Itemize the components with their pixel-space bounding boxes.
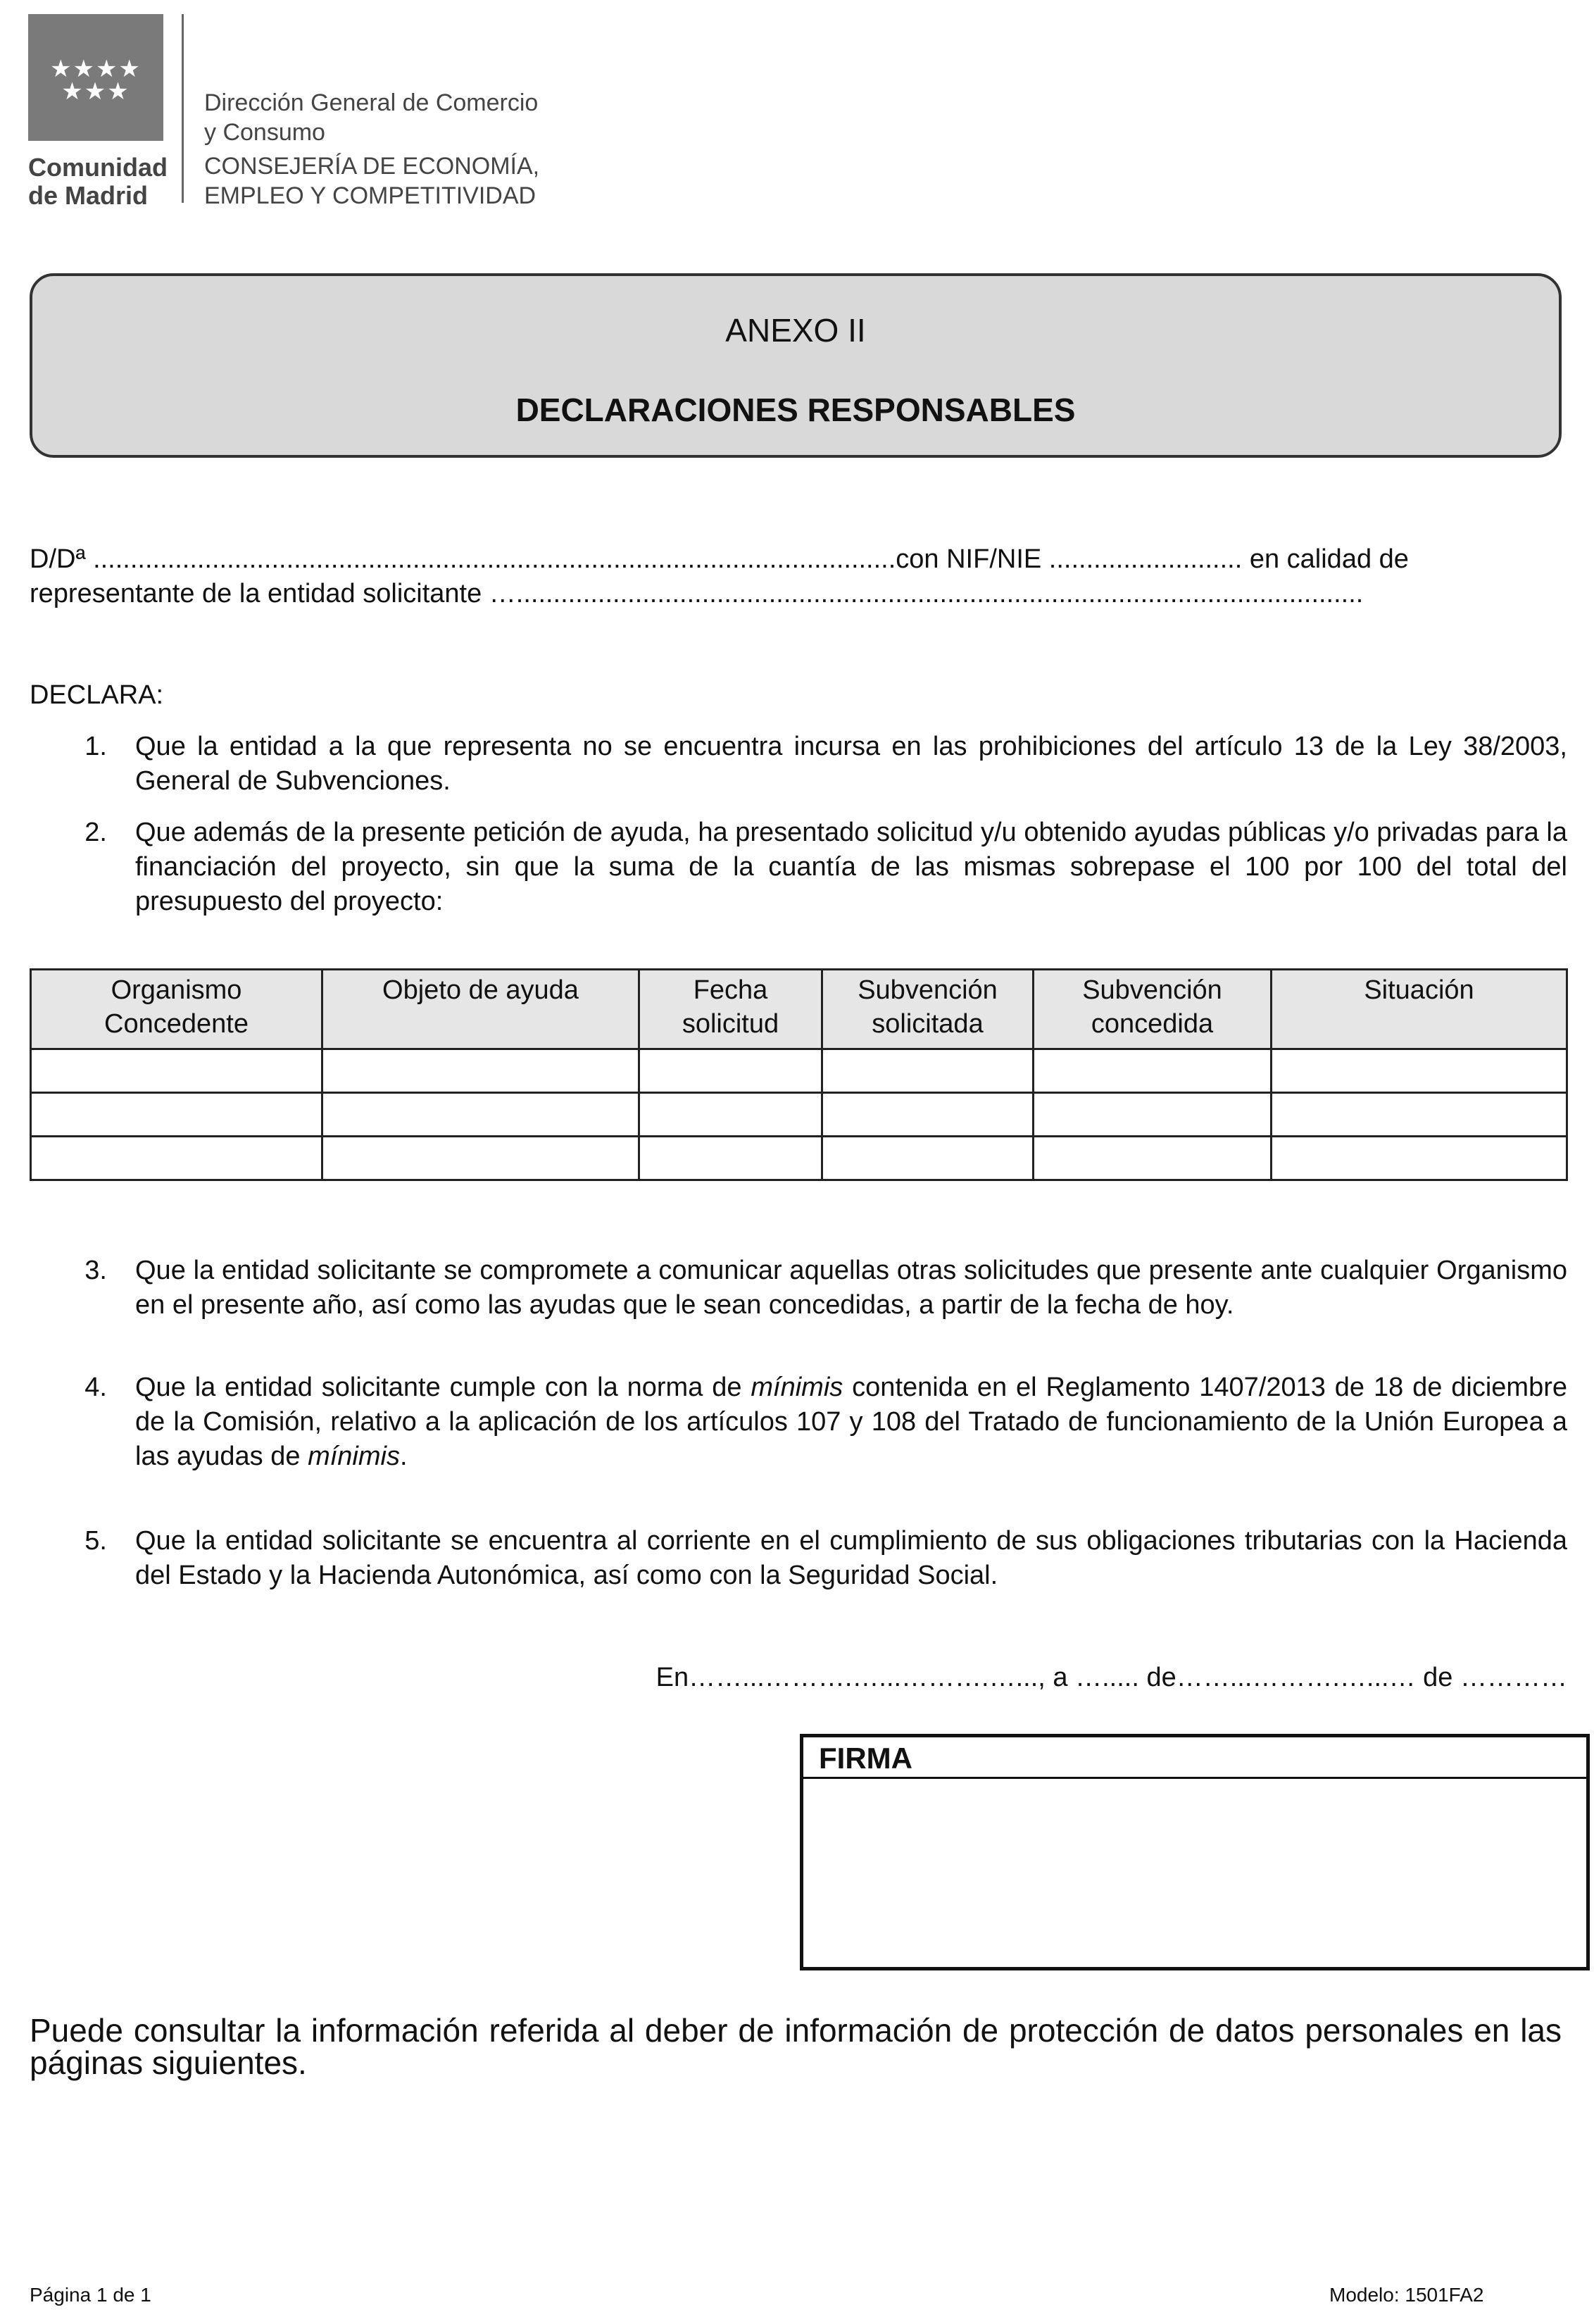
table-cell[interactable]: [1272, 1093, 1567, 1137]
minimis-term: mínimis: [751, 1373, 843, 1402]
header-divider: [182, 14, 184, 203]
aid-table-header-row: [31, 970, 1567, 1049]
col-header-fecha: Fecha solicitud: [639, 970, 822, 1049]
declaration-5-text: Que la entidad solicitante se encuentra al corriente en el cumplimiento de sus obligaciones tributarias con la Hacienda del Estado y la Hacienda Autonómica, así como con la Seguridad Social.: [135, 1526, 1567, 1590]
table-row: [31, 1049, 1567, 1093]
table-cell[interactable]: [322, 1093, 639, 1137]
department-line1: Dirección General de Comercio: [204, 89, 539, 116]
minimis-term: mínimis: [308, 1442, 400, 1471]
department-line3: CONSEJERÍA DE ECONOMÍA,: [204, 153, 540, 180]
declaration-2-text: Que además de la presente petición de ayuda, ha presentado solicitud y/u obtenido ayudas públicas y/o privadas para la financiación del proyecto, sin que la suma de la cuantía de las mismas sobrepase el 100 por 100 del total del presupuesto del proyecto:: [135, 818, 1567, 916]
table-cell[interactable]: [639, 1049, 822, 1093]
department-line4: EMPLEO Y COMPETITIVIDAD: [204, 182, 536, 209]
declaration-5-number: 5.: [84, 1526, 107, 1556]
declaration-3-number: 3.: [84, 1256, 107, 1285]
logo-name-line2: de Madrid: [28, 181, 149, 210]
table-cell[interactable]: [1272, 1137, 1567, 1180]
table-cell[interactable]: [31, 1049, 322, 1093]
col-header-subvencion-concedida: Subvención concedida: [1034, 970, 1272, 1049]
logo-name: [28, 154, 168, 210]
declaration-1-text: Que la entidad a la que representa no se encuentra incursa en las prohibiciones del artículo 13 de la Ley 38/2003, General de Subvenciones.: [135, 732, 1567, 796]
col-header-organismo: Organismo Concedente: [31, 970, 322, 1049]
table-cell[interactable]: [822, 1137, 1034, 1180]
aid-table: [30, 968, 1568, 1181]
title-box: [30, 273, 1562, 458]
data-protection-notice: Puede consultar la información referida al deber de información de protección de datos personales en las páginas siguientes.: [30, 2012, 1562, 2081]
signature-label: FIRMA: [819, 1742, 912, 1775]
table-cell[interactable]: [1034, 1093, 1272, 1137]
intro-line2: representante de la entidad solicitante …..................................................................................................................: [30, 579, 1364, 608]
declarant-intro: [30, 542, 1567, 611]
table-cell[interactable]: [322, 1137, 639, 1180]
document-heading: DECLARACIONES RESPONSABLES: [515, 392, 1076, 428]
department-line2: y Consumo: [204, 119, 325, 146]
col-header-situacion: Situación: [1272, 970, 1567, 1049]
col-header-objeto: Objeto de ayuda: [322, 970, 639, 1049]
page-number: Página 1 de 1: [30, 2284, 151, 2306]
declaration-3-text: Que la entidad solicitante se compromete a comunicar aquellas otras solicitudes que presente ante cualquier Organismo en el presente año, así como las ayudas que le sean concedidas, a partir de la fecha de hoy.: [135, 1256, 1567, 1320]
table-cell[interactable]: [1272, 1049, 1567, 1093]
logo-name-line1: Comunidad: [28, 153, 168, 182]
col-header-subvencion-solicitada: Subvención solicitada: [822, 970, 1034, 1049]
model-number: Modelo: 1501FA2: [1329, 2284, 1484, 2306]
signature-header: [803, 1737, 1586, 1779]
comunidad-madrid-logo: [28, 14, 163, 141]
logo-stars: ★★★★ ★★★: [50, 55, 142, 106]
table-cell[interactable]: [822, 1093, 1034, 1137]
table-cell[interactable]: [31, 1093, 322, 1137]
declara-label: DECLARA:: [30, 680, 164, 710]
place-date-line[interactable]: En……...……….…...……….…..., a …..... de……...……….…...… de …………: [655, 1663, 1567, 1692]
table-cell[interactable]: [1034, 1049, 1272, 1093]
department-name: [204, 88, 539, 211]
declaration-4-number: 4.: [84, 1373, 107, 1402]
declaration-2-number: 2.: [84, 818, 107, 847]
declaration-4-text: Que la entidad solicitante cumple con la norma de mínimis contenida en el Reglamento 1407/2013 de 18 de diciembre de la Comisión, relativo a la aplicación de los artículos 107 y 108 del Tratado de funcionamiento de la Unión Europea a las ayudas de mínimis.: [135, 1373, 1567, 1471]
table-row: [31, 1093, 1567, 1137]
table-row: [31, 1137, 1567, 1180]
table-cell[interactable]: [639, 1093, 822, 1137]
table-cell[interactable]: [31, 1137, 322, 1180]
annex-title: ANEXO II: [725, 312, 866, 349]
intro-line1: D/Dª ............................................................................................................con NIF/NIE .......................... en calidad de: [30, 544, 1409, 574]
declaration-1-number: 1.: [84, 732, 107, 761]
table-cell[interactable]: [822, 1049, 1034, 1093]
signature-box[interactable]: [800, 1734, 1590, 1970]
table-cell[interactable]: [1034, 1137, 1272, 1180]
table-cell[interactable]: [639, 1137, 822, 1180]
table-cell[interactable]: [322, 1049, 639, 1093]
